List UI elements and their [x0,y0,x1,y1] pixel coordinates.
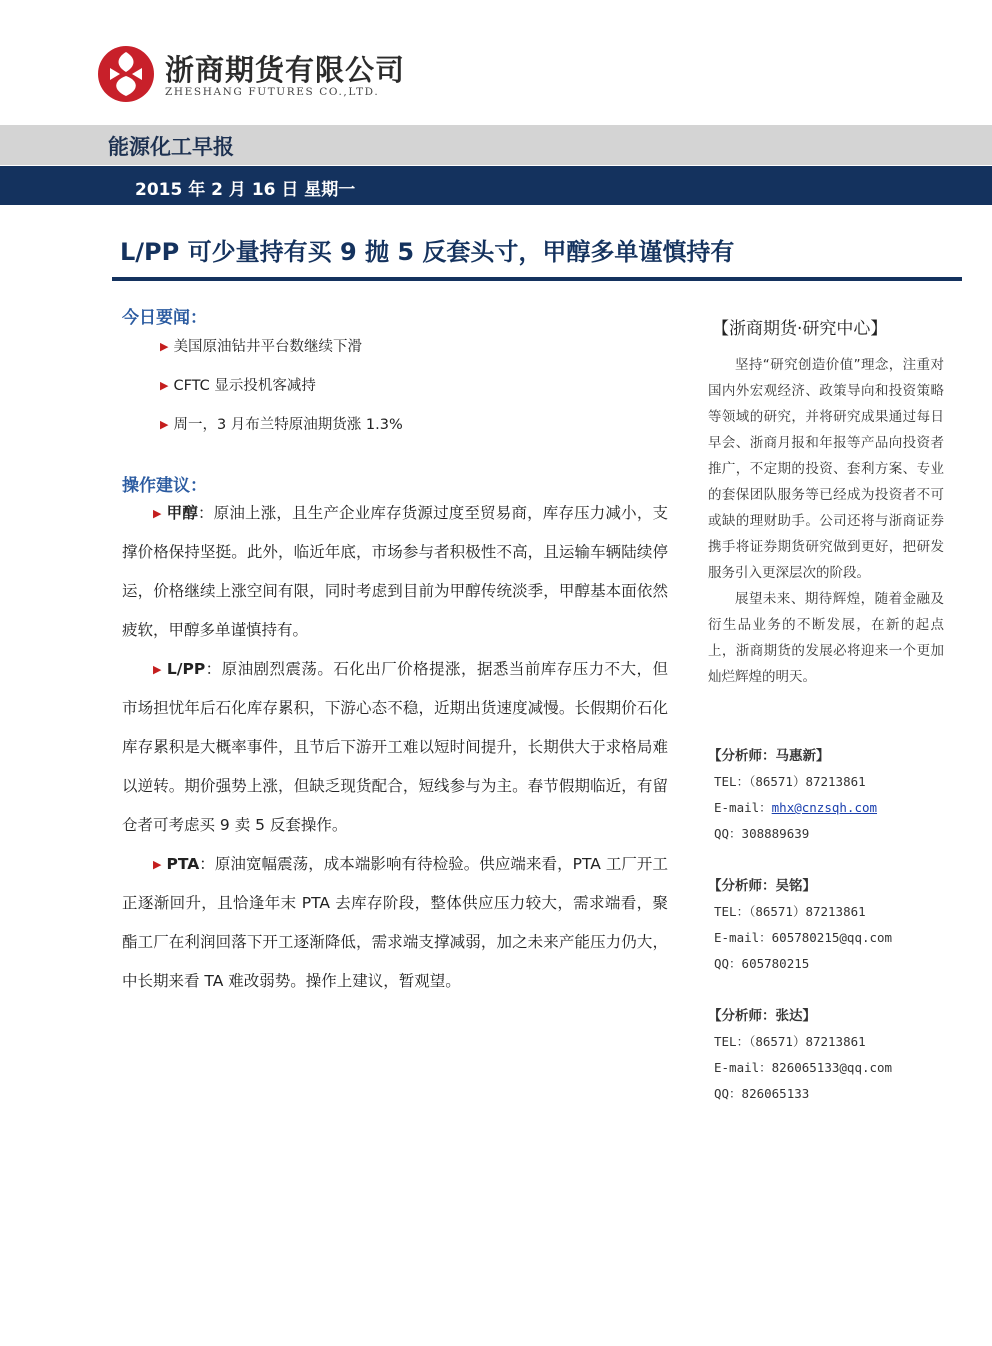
analyst-heading: 【分析师：马惠新】 [708,748,830,764]
email-label: E-mail： [714,1060,772,1075]
news-section-title: 今日要闻： [122,308,207,328]
analyst-tel: TEL：（86571）87213861 [714,774,866,789]
news-item-text: 美国原油钻井平台数继续下滑 [173,339,362,355]
news-item-text: 周一，3 月布兰特原油期货涨 1.3% [173,417,403,433]
analyst-tel: TEL：（86571）87213861 [714,1034,866,1049]
triangle-bullet-icon: ▶ [153,663,162,676]
advice-paragraph-lpp [122,650,668,845]
report-date: 2015 年 2 月 16 日 星期一 [135,180,356,200]
triangle-bullet-icon: ▶ [160,379,169,392]
analyst-tel: TEL：（86571）87213861 [714,904,866,919]
analyst-email-row [714,798,877,816]
advice-paragraph-pta [122,845,668,1001]
advice-section-title: 操作建议： [122,476,207,496]
sidebar-title: 【浙商期货·研究中心】 [712,319,888,339]
advice-text: ：原油剧烈震荡。石化出厂价格提涨，据悉当前库存压力不大，但市场担忧年后石化库存累积，下游心态不稳，近期出货速度减慢。长假期价石化库存累积是大概率事件，且节后下游开工难以短时间提升，长期供大于求格局难以逆转。期价强势上涨，但缺乏现货配合，短线参与为主。春节假期临近，有留仓者可考虑买 9 卖 5 反套操作。 [122,660,668,834]
company-name-cn: 浙商期货有限公司 [165,53,406,87]
sidebar-paragraph: 坚持“研究创造价值”理念，注重对国内外宏观经济、政策导向和投资策略等领域的研究，并将研究成果通过每日早会、浙商月报和年报等产品向投资者推广，不定期的投资、套利方案、专业的套保团队服务等已经成为投资者不可或缺的理财助手。公司还将与浙商证券携手将证券期货研究做到更好，把研发服务引入更深层次的阶段。 [708,357,944,581]
sidebar-intro [708,352,944,690]
company-logo-icon [96,44,156,104]
advice-label: PTA [166,855,200,873]
analyst-qq: QQ：605780215 [714,956,810,971]
news-item [160,335,362,356]
sidebar-paragraph: 展望未来、期待辉煌，随着金融及衍生品业务的不断发展，在新的起点上，浙商期货的发展必将迎来一个更加灿烂辉煌的明天。 [708,591,944,685]
analyst-email-link[interactable]: mhx@cnzsqh.com [771,800,878,815]
triangle-bullet-icon: ▶ [153,507,162,520]
analyst-email[interactable]: 605780215@qq.com [771,930,893,945]
analyst-qq: QQ：308889639 [714,826,810,841]
headline: L/PP 可少量持有买 9 抛 5 反套头寸，甲醇多单谨慎持有 [120,238,735,266]
advice-paragraph-methanol [122,494,668,650]
analyst-email-row [714,1058,892,1076]
analyst-heading: 【分析师：张达】 [708,1008,816,1024]
analyst-email[interactable]: 826065133@qq.com [771,1060,893,1075]
report-type: 能源化工早报 [108,135,234,159]
news-item [160,374,316,395]
advice-label: L/PP [166,660,206,678]
email-label: E-mail： [714,800,772,815]
analyst-email-row [714,928,892,946]
analyst-qq: QQ：826065133 [714,1086,810,1101]
email-label: E-mail： [714,930,772,945]
news-item [160,413,403,434]
triangle-bullet-icon: ▶ [160,340,169,353]
advice-label: 甲醇 [166,504,198,522]
advice-text: ：原油上涨，且生产企业库存货源过度至贸易商，库存压力减小，支撑价格保持坚挺。此外，临近年底，市场参与者积极性不高，且运输车辆陆续停运，价格继续上涨空间有限，同时考虑到目前为甲醇传统淡季，甲醇基本面依然疲软，甲醇多单谨慎持有。 [122,504,668,639]
advice-body [122,494,668,1001]
advice-text: ：原油宽幅震荡，成本端影响有待检验。供应端来看，PTA 工厂开工正逐渐回升，且恰逢年末 PTA 去库存阶段，整体供应压力较大，需求端看，聚酯工厂在利润回落下开工逐渐降低，需求端支撑减弱，加之未来产能压力仍大，中长期来看 TA 难改弱势。操作上建议，暂观望。 [122,855,668,990]
news-item-text: CFTC 显示投机客减持 [173,378,316,394]
headline-divider [112,277,962,281]
triangle-bullet-icon: ▶ [160,418,169,431]
triangle-bullet-icon: ▶ [153,858,162,871]
company-name-en: ZHESHANG FUTURES CO.,LTD. [165,86,380,98]
analyst-heading: 【分析师：吴铭】 [708,878,816,894]
